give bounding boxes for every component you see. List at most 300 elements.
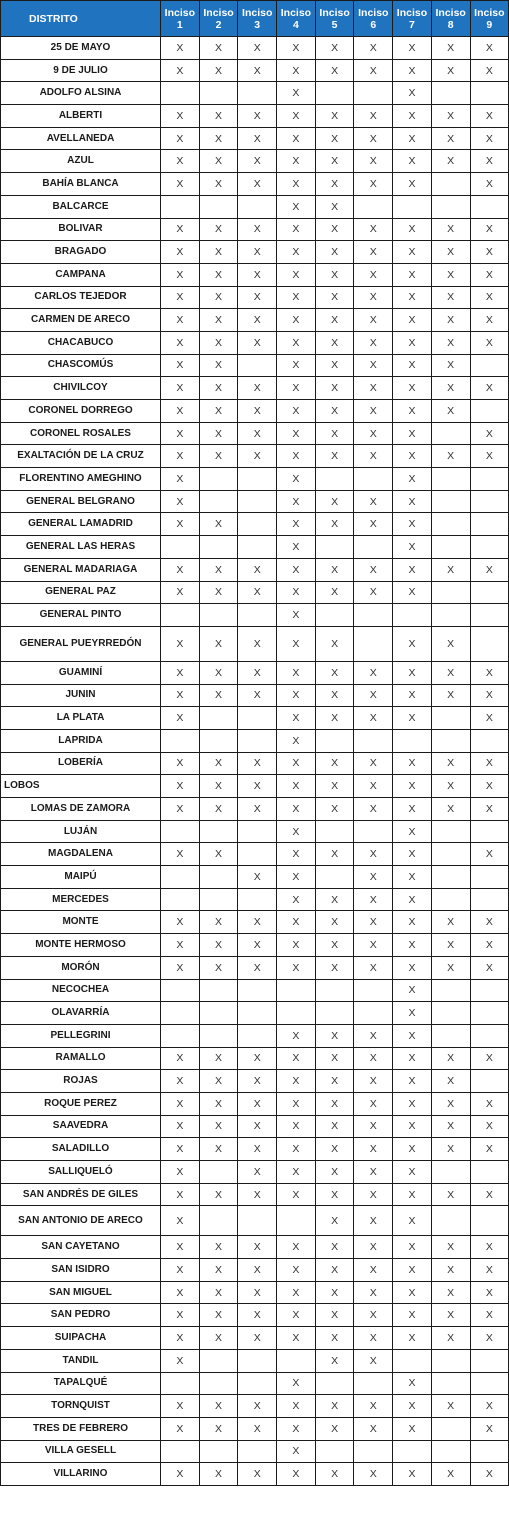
inciso-5-cell: X — [315, 241, 354, 264]
table-row — [1, 59, 509, 82]
table-row — [1, 1327, 509, 1350]
table-row — [1, 354, 509, 377]
inciso-3-cell — [238, 979, 277, 1002]
inciso-9-cell: X — [470, 1327, 509, 1350]
inciso-4-cell: X — [277, 37, 316, 60]
inciso-9-cell: X — [470, 105, 509, 128]
inciso-3-cell — [238, 1349, 277, 1372]
inciso-2-cell: X — [199, 1463, 238, 1486]
inciso-5-cell — [315, 979, 354, 1002]
inciso-7-cell: X — [393, 934, 432, 957]
inciso-4-cell: X — [277, 195, 316, 218]
inciso-3-cell: X — [238, 1138, 277, 1161]
inciso-5-cell: X — [315, 513, 354, 536]
inciso-9-cell: X — [470, 445, 509, 468]
inciso-5-cell: X — [315, 377, 354, 400]
inciso-4-cell: X — [277, 377, 316, 400]
district-name-cell: RAMALLO — [1, 1047, 161, 1070]
inciso-4-cell: X — [277, 1070, 316, 1093]
inciso-6-cell — [354, 979, 393, 1002]
table-row — [1, 626, 509, 661]
inciso-8-cell: X — [431, 377, 470, 400]
inciso-4-cell: X — [277, 82, 316, 105]
inciso-6-header: Inciso 6 — [354, 1, 393, 37]
inciso-9-cell: X — [470, 798, 509, 821]
inciso-8-cell: X — [431, 400, 470, 423]
inciso-9-cell — [470, 979, 509, 1002]
inciso-8-cell — [431, 490, 470, 513]
table-row — [1, 331, 509, 354]
inciso-1-cell: X — [161, 59, 200, 82]
inciso-6-cell: X — [354, 445, 393, 468]
inciso-7-cell: X — [393, 956, 432, 979]
inciso-1-cell: X — [161, 1304, 200, 1327]
inciso-7-cell: X — [393, 979, 432, 1002]
inciso-6-cell — [354, 1372, 393, 1395]
inciso-7-cell: X — [393, 1395, 432, 1418]
inciso-9-cell — [470, 729, 509, 752]
inciso-9-cell — [470, 1002, 509, 1025]
inciso-2-cell: X — [199, 1259, 238, 1282]
district-name-cell: SAN ANDRÉS DE GILES — [1, 1183, 161, 1206]
inciso-5-cell: X — [315, 1236, 354, 1259]
inciso-3-cell — [238, 1206, 277, 1236]
table-row — [1, 127, 509, 150]
district-name-cell: MAGDALENA — [1, 843, 161, 866]
inciso-4-cell — [277, 1206, 316, 1236]
table-row — [1, 1092, 509, 1115]
inciso-6-cell: X — [354, 400, 393, 423]
inciso-6-cell: X — [354, 309, 393, 332]
inciso-3-cell: X — [238, 173, 277, 196]
inciso-4-cell: X — [277, 1183, 316, 1206]
inciso-8-cell — [431, 1206, 470, 1236]
inciso-1-cell: X — [161, 1092, 200, 1115]
inciso-3-cell — [238, 1372, 277, 1395]
inciso-2-cell: X — [199, 1304, 238, 1327]
inciso-1-cell: X — [161, 1327, 200, 1350]
inciso-5-cell: X — [315, 1070, 354, 1093]
inciso-6-cell: X — [354, 1092, 393, 1115]
inciso-5-cell: X — [315, 1281, 354, 1304]
inciso-3-cell: X — [238, 661, 277, 684]
table-row — [1, 422, 509, 445]
table-row — [1, 490, 509, 513]
inciso-9-cell — [470, 195, 509, 218]
inciso-2-cell: X — [199, 684, 238, 707]
inciso-2-cell — [199, 1372, 238, 1395]
inciso-6-cell: X — [354, 1463, 393, 1486]
inciso-4-cell: X — [277, 558, 316, 581]
inciso-9-cell: X — [470, 241, 509, 264]
district-name-cell: ROJAS — [1, 1070, 161, 1093]
inciso-1-cell: X — [161, 263, 200, 286]
inciso-5-cell: X — [315, 775, 354, 798]
inciso-1-cell: X — [161, 241, 200, 264]
table-row — [1, 604, 509, 627]
inciso-9-cell — [470, 1024, 509, 1047]
inciso-7-cell: X — [393, 752, 432, 775]
inciso-6-cell — [354, 1002, 393, 1025]
inciso-3-cell: X — [238, 263, 277, 286]
inciso-2-cell — [199, 604, 238, 627]
inciso-7-cell: X — [393, 843, 432, 866]
inciso-9-header: Inciso 9 — [470, 1, 509, 37]
inciso-1-cell: X — [161, 354, 200, 377]
inciso-1-cell — [161, 888, 200, 911]
inciso-8-cell: X — [431, 1463, 470, 1486]
inciso-5-cell: X — [315, 911, 354, 934]
inciso-4-cell: X — [277, 1138, 316, 1161]
inciso-5-cell: X — [315, 1161, 354, 1184]
inciso-5-cell: X — [315, 331, 354, 354]
inciso-4-cell — [277, 1349, 316, 1372]
inciso-2-cell — [199, 729, 238, 752]
inciso-9-cell — [470, 604, 509, 627]
inciso-9-cell: X — [470, 218, 509, 241]
inciso-6-cell: X — [354, 1395, 393, 1418]
inciso-9-cell: X — [470, 843, 509, 866]
inciso-4-cell: X — [277, 956, 316, 979]
inciso-7-cell: X — [393, 309, 432, 332]
table-row — [1, 1417, 509, 1440]
table-row — [1, 820, 509, 843]
inciso-3-cell: X — [238, 1092, 277, 1115]
inciso-6-cell: X — [354, 1417, 393, 1440]
inciso-7-cell: X — [393, 536, 432, 559]
inciso-9-cell — [470, 1161, 509, 1184]
inciso-3-cell: X — [238, 218, 277, 241]
inciso-5-cell: X — [315, 934, 354, 957]
inciso-2-cell: X — [199, 59, 238, 82]
table-row — [1, 707, 509, 730]
inciso-5-header: Inciso 5 — [315, 1, 354, 37]
inciso-5-cell: X — [315, 1206, 354, 1236]
inciso-4-cell: X — [277, 1281, 316, 1304]
district-name-cell: LA PLATA — [1, 707, 161, 730]
inciso-2-cell: X — [199, 1183, 238, 1206]
inciso-6-cell — [354, 195, 393, 218]
inciso-1-cell: X — [161, 626, 200, 661]
inciso-7-cell: X — [393, 173, 432, 196]
inciso-5-cell: X — [315, 956, 354, 979]
district-name-cell: CAMPANA — [1, 263, 161, 286]
inciso-3-cell: X — [238, 331, 277, 354]
inciso-2-cell: X — [199, 241, 238, 264]
inciso-8-cell — [431, 1002, 470, 1025]
inciso-6-cell: X — [354, 513, 393, 536]
table-row — [1, 661, 509, 684]
inciso-7-cell: X — [393, 1002, 432, 1025]
inciso-8-cell: X — [431, 684, 470, 707]
inciso-7-cell: X — [393, 377, 432, 400]
inciso-9-cell — [470, 354, 509, 377]
inciso-3-cell: X — [238, 1395, 277, 1418]
inciso-8-cell — [431, 843, 470, 866]
inciso-1-cell: X — [161, 1395, 200, 1418]
table-row — [1, 979, 509, 1002]
inciso-4-header: Inciso 4 — [277, 1, 316, 37]
inciso-4-cell: X — [277, 1259, 316, 1282]
inciso-4-cell: X — [277, 729, 316, 752]
inciso-2-cell — [199, 1024, 238, 1047]
inciso-1-cell: X — [161, 173, 200, 196]
inciso-6-cell: X — [354, 934, 393, 957]
inciso-9-cell: X — [470, 934, 509, 957]
inciso-5-cell: X — [315, 150, 354, 173]
inciso-1-cell: X — [161, 1115, 200, 1138]
inciso-1-cell: X — [161, 1138, 200, 1161]
inciso-3-cell: X — [238, 934, 277, 957]
inciso-6-cell: X — [354, 752, 393, 775]
inciso-7-cell: X — [393, 263, 432, 286]
inciso-8-cell: X — [431, 331, 470, 354]
inciso-3-cell: X — [238, 1281, 277, 1304]
inciso-3-cell: X — [238, 911, 277, 934]
table-row — [1, 173, 509, 196]
inciso-9-cell: X — [470, 1047, 509, 1070]
inciso-9-cell: X — [470, 377, 509, 400]
inciso-7-cell: X — [393, 400, 432, 423]
inciso-9-cell: X — [470, 1304, 509, 1327]
inciso-7-cell: X — [393, 1417, 432, 1440]
inciso-9-cell: X — [470, 1395, 509, 1418]
table-row — [1, 1047, 509, 1070]
inciso-9-cell: X — [470, 911, 509, 934]
district-name-cell: SAN ANTONIO DE ARECO — [1, 1206, 161, 1236]
inciso-1-cell — [161, 1024, 200, 1047]
inciso-8-cell: X — [431, 626, 470, 661]
inciso-3-cell — [238, 513, 277, 536]
inciso-3-cell: X — [238, 1417, 277, 1440]
inciso-2-cell: X — [199, 309, 238, 332]
inciso-9-cell: X — [470, 37, 509, 60]
inciso-1-cell: X — [161, 1161, 200, 1184]
inciso-9-cell: X — [470, 661, 509, 684]
table-row — [1, 1161, 509, 1184]
table-row — [1, 1206, 509, 1236]
inciso-8-cell: X — [431, 309, 470, 332]
inciso-1-cell: X — [161, 934, 200, 957]
inciso-3-cell: X — [238, 422, 277, 445]
district-name-cell: OLAVARRÍA — [1, 1002, 161, 1025]
inciso-9-cell: X — [470, 1092, 509, 1115]
inciso-3-cell: X — [238, 1236, 277, 1259]
inciso-8-cell — [431, 536, 470, 559]
inciso-1-cell: X — [161, 445, 200, 468]
inciso-9-cell: X — [470, 309, 509, 332]
district-name-cell: TANDIL — [1, 1349, 161, 1372]
table-row — [1, 866, 509, 889]
inciso-5-cell — [315, 1002, 354, 1025]
inciso-3-cell — [238, 729, 277, 752]
inciso-3-cell — [238, 604, 277, 627]
inciso-7-cell: X — [393, 707, 432, 730]
inciso-2-cell: X — [199, 173, 238, 196]
inciso-3-cell — [238, 354, 277, 377]
inciso-8-cell: X — [431, 752, 470, 775]
inciso-4-cell: X — [277, 661, 316, 684]
inciso-9-cell — [470, 513, 509, 536]
district-name-cell: LOMAS DE ZAMORA — [1, 798, 161, 821]
inciso-8-cell — [431, 422, 470, 445]
inciso-4-cell: X — [277, 843, 316, 866]
inciso-4-cell: X — [277, 1024, 316, 1047]
inciso-5-cell: X — [315, 1259, 354, 1282]
inciso-2-cell: X — [199, 1236, 238, 1259]
inciso-6-cell: X — [354, 263, 393, 286]
inciso-6-cell: X — [354, 1304, 393, 1327]
district-name-cell: MONTE — [1, 911, 161, 934]
district-name-cell: ADOLFO ALSINA — [1, 82, 161, 105]
district-name-cell: BALCARCE — [1, 195, 161, 218]
inciso-9-cell — [470, 1372, 509, 1395]
inciso-7-cell: X — [393, 127, 432, 150]
table-row — [1, 1115, 509, 1138]
inciso-5-cell — [315, 604, 354, 627]
district-name-cell: SAN PEDRO — [1, 1304, 161, 1327]
inciso-5-cell — [315, 820, 354, 843]
district-name-cell: BOLIVAR — [1, 218, 161, 241]
district-name-cell: SAN MIGUEL — [1, 1281, 161, 1304]
inciso-1-cell: X — [161, 1206, 200, 1236]
inciso-4-cell: X — [277, 218, 316, 241]
inciso-4-cell: X — [277, 1236, 316, 1259]
inciso-8-cell: X — [431, 1395, 470, 1418]
inciso-1-cell: X — [161, 1463, 200, 1486]
table-row — [1, 956, 509, 979]
district-name-cell: SAN CAYETANO — [1, 1236, 161, 1259]
inciso-2-cell: X — [199, 1070, 238, 1093]
table-row — [1, 37, 509, 60]
inciso-3-cell: X — [238, 309, 277, 332]
inciso-1-cell — [161, 729, 200, 752]
inciso-1-cell — [161, 195, 200, 218]
inciso-6-cell — [354, 729, 393, 752]
inciso-5-cell: X — [315, 422, 354, 445]
inciso-6-cell: X — [354, 241, 393, 264]
inciso-8-cell — [431, 173, 470, 196]
inciso-1-cell: X — [161, 490, 200, 513]
inciso-8-cell: X — [431, 956, 470, 979]
inciso-2-cell — [199, 1206, 238, 1236]
inciso-3-cell: X — [238, 286, 277, 309]
inciso-2-cell: X — [199, 581, 238, 604]
table-row — [1, 400, 509, 423]
district-name-cell: FLORENTINO AMEGHINO — [1, 468, 161, 491]
inciso-6-cell: X — [354, 286, 393, 309]
table-row — [1, 1349, 509, 1372]
inciso-6-cell — [354, 82, 393, 105]
inciso-5-cell: X — [315, 1115, 354, 1138]
inciso-3-cell: X — [238, 1259, 277, 1282]
inciso-2-cell — [199, 1349, 238, 1372]
inciso-4-cell: X — [277, 1417, 316, 1440]
inciso-1-cell: X — [161, 422, 200, 445]
inciso-7-cell: X — [393, 626, 432, 661]
inciso-8-cell — [431, 729, 470, 752]
table-row — [1, 513, 509, 536]
inciso-1-cell: X — [161, 558, 200, 581]
inciso-9-cell: X — [470, 1115, 509, 1138]
inciso-8-cell: X — [431, 1304, 470, 1327]
inciso-2-cell: X — [199, 934, 238, 957]
inciso-1-cell — [161, 82, 200, 105]
inciso-3-cell: X — [238, 752, 277, 775]
inciso-2-cell — [199, 707, 238, 730]
inciso-2-cell: X — [199, 422, 238, 445]
inciso-8-cell: X — [431, 911, 470, 934]
inciso-2-cell: X — [199, 626, 238, 661]
inciso-6-cell: X — [354, 37, 393, 60]
inciso-6-cell: X — [354, 105, 393, 128]
inciso-7-cell: X — [393, 1183, 432, 1206]
district-name-cell: JUNIN — [1, 684, 161, 707]
inciso-2-cell: X — [199, 513, 238, 536]
district-name-cell: AVELLANEDA — [1, 127, 161, 150]
inciso-4-cell: X — [277, 331, 316, 354]
inciso-2-cell: X — [199, 127, 238, 150]
inciso-1-cell: X — [161, 1236, 200, 1259]
inciso-8-cell — [431, 979, 470, 1002]
inciso-7-cell: X — [393, 331, 432, 354]
inciso-5-cell: X — [315, 558, 354, 581]
district-name-cell: AZUL — [1, 150, 161, 173]
inciso-2-cell: X — [199, 661, 238, 684]
inciso-8-cell — [431, 1417, 470, 1440]
inciso-1-cell — [161, 820, 200, 843]
inciso-7-cell: X — [393, 581, 432, 604]
inciso-5-cell: X — [315, 286, 354, 309]
inciso-2-cell: X — [199, 558, 238, 581]
inciso-4-cell: X — [277, 626, 316, 661]
inciso-6-cell: X — [354, 354, 393, 377]
inciso-3-cell: X — [238, 798, 277, 821]
inciso-7-cell: X — [393, 513, 432, 536]
district-name-cell: LOBERÍA — [1, 752, 161, 775]
inciso-7-cell: X — [393, 558, 432, 581]
inciso-9-cell: X — [470, 1463, 509, 1486]
inciso-3-cell — [238, 490, 277, 513]
inciso-7-cell: X — [393, 37, 432, 60]
inciso-4-cell: X — [277, 934, 316, 957]
inciso-2-cell: X — [199, 105, 238, 128]
inciso-4-cell: X — [277, 888, 316, 911]
inciso-4-cell: X — [277, 422, 316, 445]
inciso-5-cell: X — [315, 105, 354, 128]
inciso-6-cell: X — [354, 1236, 393, 1259]
inciso-8-cell — [431, 581, 470, 604]
inciso-8-cell: X — [431, 59, 470, 82]
inciso-6-cell: X — [354, 1115, 393, 1138]
district-name-cell: VILLA GESELL — [1, 1440, 161, 1463]
inciso-3-cell: X — [238, 241, 277, 264]
inciso-2-cell: X — [199, 843, 238, 866]
table-row — [1, 1024, 509, 1047]
district-name-cell: TAPALQUÉ — [1, 1372, 161, 1395]
inciso-3-cell: X — [238, 684, 277, 707]
inciso-8-cell: X — [431, 1183, 470, 1206]
district-name-cell: GENERAL PAZ — [1, 581, 161, 604]
inciso-5-cell: X — [315, 661, 354, 684]
inciso-7-cell: X — [393, 1161, 432, 1184]
inciso-1-cell: X — [161, 105, 200, 128]
inciso-6-cell — [354, 604, 393, 627]
district-name-cell: CHASCOMÚS — [1, 354, 161, 377]
district-name-cell: ROQUE PEREZ — [1, 1092, 161, 1115]
inciso-1-cell: X — [161, 1259, 200, 1282]
inciso-4-cell: X — [277, 1304, 316, 1327]
